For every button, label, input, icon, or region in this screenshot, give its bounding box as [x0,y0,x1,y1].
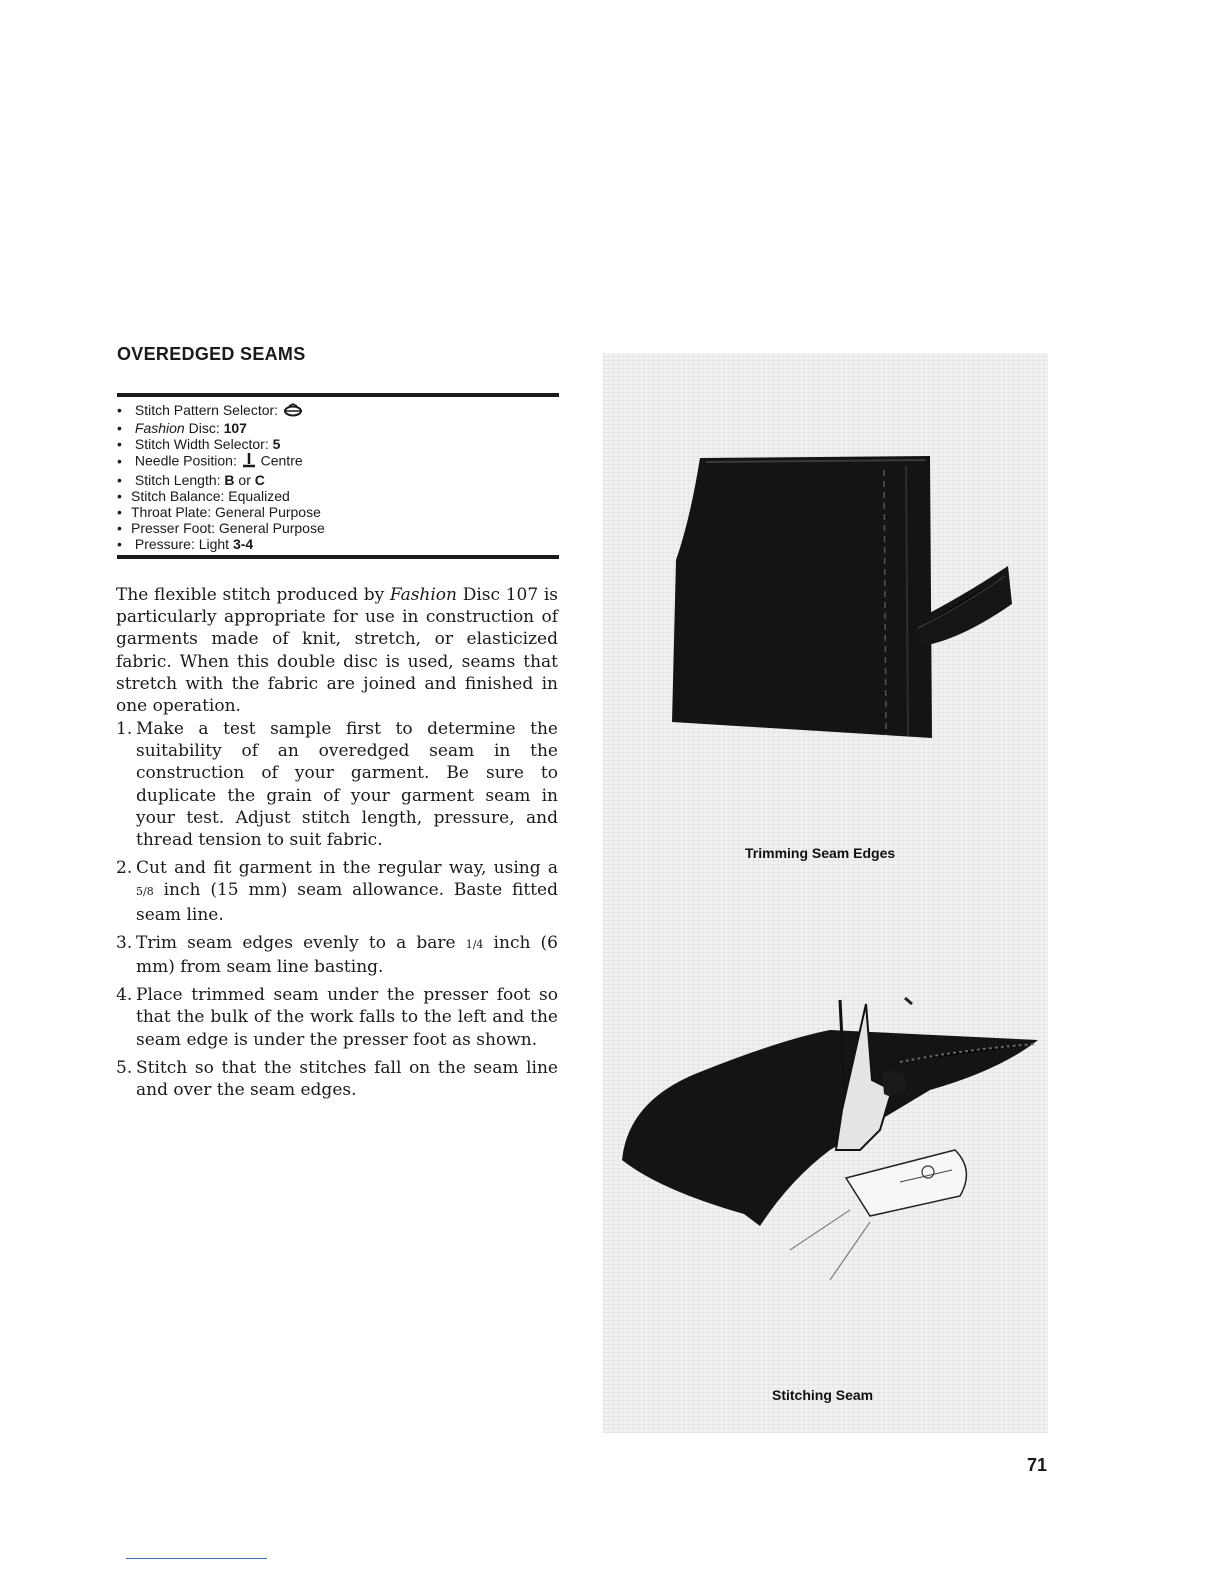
caption-stitching-seam: Stitching Seam [772,1387,874,1403]
trimming-seam-illustration [672,456,1012,738]
step-item: 4. Place trimmed seam under the presser foot so that the bulk of the work falls to the left and the seam edge is under the presser foot as shown. [116,985,558,1050]
page-number: 71 [1027,1455,1048,1475]
setting-pressure: • Pressure: Light 3-4 [117,536,325,552]
setting-fashion-disc: • Fashion Disc: 107 [117,420,325,436]
setting-stitch-width: • Stitch Width Selector: 5 [117,436,325,452]
page-title: OVEREDGED SEAMS [117,344,306,364]
footer-rule [126,1558,267,1559]
setting-stitch-length: • Stitch Length: B or C [117,472,325,488]
setting-stitch-pattern: • Stitch Pattern Selector: [117,402,325,420]
fraction-one-quarter: 1/4 [465,937,484,951]
setting-presser-foot: • Presser Foot: General Purpose [117,520,325,536]
caption-trimming-seam-edges: Trimming Seam Edges [745,845,896,861]
setting-throat-plate: • Throat Plate: General Purpose [117,504,325,520]
step-item: 5. Stitch so that the stitches fall on the seam line and over the seam edges. [116,1057,558,1101]
intro-paragraph: The flexible stitch produced by Fashion Disc 107 is particularly appropriate for use in construction of garments made of knit, stretch, or elasticized fabric. When this double disc is used, seams that stretch with the fabric are joined and finished in one operation. [116,585,558,717]
setting-stitch-balance: • Stitch Balance: Equalized [117,488,325,504]
step-item: 1. Make a test sample first to determine the suitability of an overedged seam in the construction of your garment. Be sure to duplicate the grain of your garment seam in your test. Adjust stitch length, pressure, and thread tension to suit fabric. [116,719,558,851]
fraction-five-eighths: 5/8 [136,885,154,899]
setting-needle-position: • Needle Position: Centre [117,452,325,471]
step-item: 2. Cut and fit garment in the regular way, using a 5/8 inch (15 mm) seam allowance. Baste fitted seam line. [116,858,558,925]
stitching-seam-illustration [622,998,1038,1280]
step-item: 3. Trim seam edges evenly to a bare 1/4 inch (6 mm) from seam line basting. [116,932,558,978]
